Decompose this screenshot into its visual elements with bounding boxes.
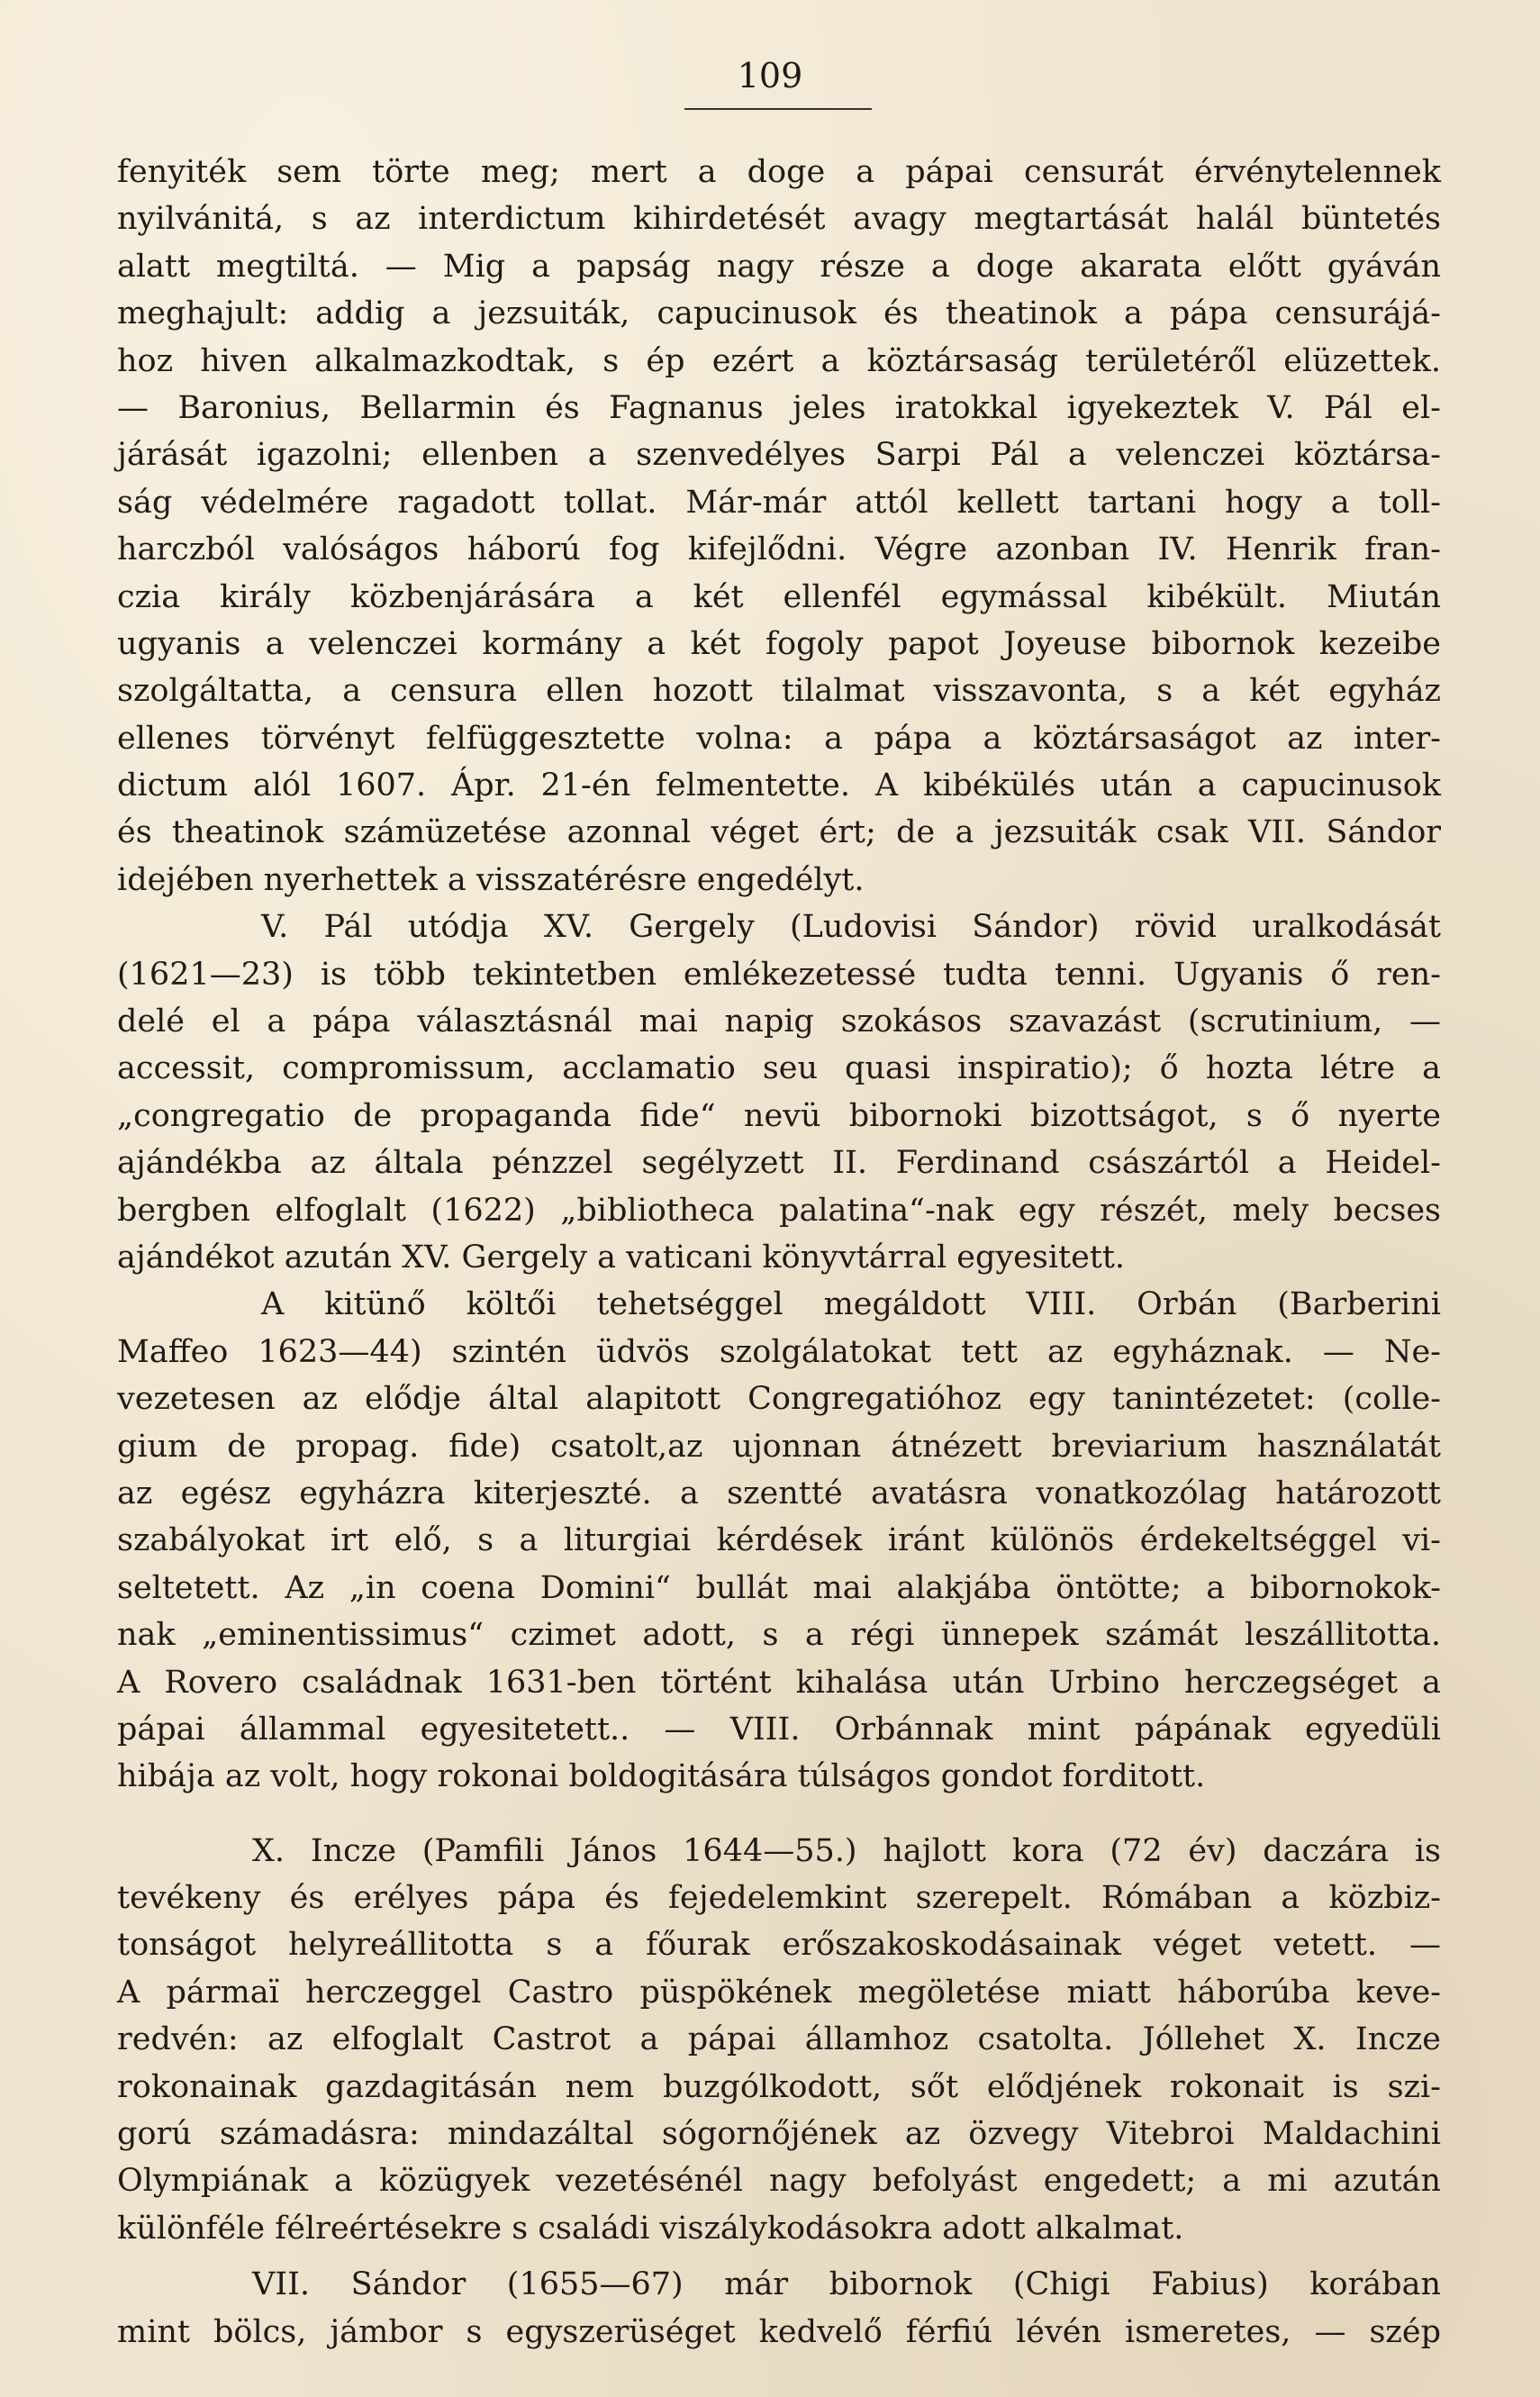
text-line: idejében nyerhettek a visszatérésre engedélyt. bbox=[117, 861, 865, 898]
paragraph-start-line: A kitünő költői tehetséggel megáldott VIII. Orbán (Barberini bbox=[261, 1286, 1441, 1323]
body-text bbox=[117, 149, 1441, 2356]
text-line: nyilvánitá, s az interdictum kihirdetését avagy megtartását halál büntetés bbox=[117, 201, 1441, 238]
text-line: gium de propag. fide) csatolt,az ujonnan átnézett breviarium használatát bbox=[117, 1428, 1441, 1465]
text-line: ugyanis a velenczei kormány a két fogoly papot Joyeuse bibornok kezeibe bbox=[117, 625, 1441, 662]
text-line: (1621—23) is több tekintetben emlékezetessé tudta tenni. Ugyanis ő ren- bbox=[117, 956, 1441, 993]
text-line: seltetett. Az „in coena Domini“ bullát mai alakjába öntötte; a bibornokok- bbox=[117, 1569, 1441, 1606]
paragraph-start-line: V. Pál utódja XV. Gergely (Ludovisi Sándor) rövid uralkodását bbox=[261, 909, 1441, 946]
text-line: vezetesen az elődje által alapitott Congregatióhoz egy tanintézetet: (colle- bbox=[117, 1381, 1441, 1418]
text-line: ajándékot azután XV. Gergely a vaticani könyvtárral egyesitett. bbox=[117, 1239, 1126, 1276]
header-rule bbox=[684, 108, 872, 110]
page-number: 109 bbox=[737, 56, 803, 95]
text-line: ajándékba az általa pénzzel segélyzett II. Ferdinand császártól a Heidel- bbox=[117, 1145, 1441, 1182]
text-line: accessit, compromissum, acclamatio seu quasi inspiratio); ő hozta létre a bbox=[117, 1050, 1441, 1087]
paragraph-start-line: X. Incze (Pamfili János 1644—55.) hajlott kora (72 év) daczára is bbox=[252, 1832, 1441, 1869]
text-line: meghajult: addig a jezsuiták, capucinusok és theatinok a pápa censurájá- bbox=[117, 295, 1441, 332]
text-line: az egész egyházra kiterjeszté. a szentté avatásra vonatkozólag határozott bbox=[117, 1475, 1441, 1512]
paragraph-start-line: VII. Sándor (1655—67) már bibornok (Chigi Fabius) korában bbox=[252, 2266, 1441, 2303]
text-line: különféle félreértésekre s családi viszálykodásokra adott alkalmat. bbox=[117, 2210, 1184, 2247]
paragraph-gap bbox=[117, 2252, 1441, 2261]
text-line: dictum alól 1607. Ápr. 21-én felmentette. A kibékülés után a capucinusok bbox=[117, 767, 1441, 804]
text-line: redvén: az elfoglalt Castrot a pápai államhoz csatolta. Jóllehet X. Incze bbox=[117, 2021, 1441, 2058]
text-line: delé el a pápa választásnál mai napig szokásos szavazást (scrutinium, — bbox=[117, 1003, 1441, 1040]
text-line: pápai állammal egyesitetett.. — VIII. Orbánnak mint pápának egyedüli bbox=[117, 1711, 1441, 1748]
text-line: hibája az volt, hogy rokonai boldogitására túlságos gondot forditott. bbox=[117, 1758, 1206, 1795]
text-line: Olympiának a közügyek vezetésénél nagy befolyást engedett; a mi azután bbox=[117, 2163, 1441, 2200]
text-line: ság védelmére ragadott tollat. Már-már attól kellett tartani hogy a toll- bbox=[117, 484, 1441, 521]
text-line: bergben elfoglalt (1622) „bibliotheca palatina“-nak egy részét, mely becses bbox=[117, 1192, 1441, 1229]
text-line: és theatinok számüzetése azonnal véget ért; de a jezsuiták csak VII. Sándor bbox=[117, 814, 1441, 851]
text-line: mint bölcs, jámbor s egyszerüséget kedvelő férfiú lévén ismeretes, — szép bbox=[117, 2313, 1441, 2350]
text-line: czia király közbenjárására a két ellenfél egymással kibékült. Miután bbox=[117, 578, 1441, 615]
text-line: Maffeo 1623—44) szintén üdvös szolgálatokat tett az egyháznak. — Ne- bbox=[117, 1333, 1441, 1370]
text-line: fenyiték sem törte meg; mert a doge a pápai censurát érvénytelennek bbox=[117, 154, 1441, 190]
text-line: szabályokat irt elő, s a liturgiai kérdések iránt különös érdekeltséggel vi- bbox=[117, 1522, 1441, 1559]
text-line: — Baronius, Bellarmin és Fagnanus jeles iratokkal igyekeztek V. Pál el- bbox=[117, 389, 1441, 426]
text-line: rokonainak gazdagitásán nem buzgólkodott, sőt elődjének rokonait is szi- bbox=[117, 2068, 1441, 2105]
text-line: ellenes törvényt felfüggesztette volna: a pápa a köztársaságot az inter- bbox=[117, 720, 1441, 757]
text-line: tevékeny és erélyes pápa és fejedelemkint szerepelt. Rómában a közbiz- bbox=[117, 1880, 1441, 1917]
paragraph-gap bbox=[117, 1801, 1441, 1828]
text-line: nak „eminentissimus“ czimet adott, s a régi ünnepek számát leszállitotta. bbox=[117, 1617, 1441, 1654]
text-line: „congregatio de propaganda fide“ nevü bibornoki bizottságot, s ő nyerte bbox=[117, 1097, 1441, 1134]
text-line: hoz hiven alkalmazkodtak, s ép ezért a köztársaság területéről elüzettek. bbox=[117, 342, 1441, 379]
text-line: járását igazolni; ellenben a szenvedélyes Sarpi Pál a velenczei köztársa- bbox=[117, 437, 1441, 474]
text-line: alatt megtiltá. — Mig a papság nagy része a doge akarata előtt gyáván bbox=[117, 248, 1441, 285]
text-line: harczból valóságos háború fog kifejlődni. Végre azonban IV. Henrik fran- bbox=[117, 531, 1441, 568]
text-line: A pármaï herczeggel Castro püspökének megöletése miatt háborúba keve- bbox=[117, 1974, 1441, 2011]
text-line: A Rovero családnak 1631-ben történt kihalása után Urbino herczegséget a bbox=[117, 1664, 1441, 1701]
text-line: tonságot helyreállitotta s a főurak erőszakoskodásainak véget vetett. — bbox=[117, 1927, 1441, 1964]
text-line: gorú számadásra: mindazáltal sógornőjének az özvegy Vitebroi Maldachini bbox=[117, 2116, 1441, 2153]
text-line: szolgáltatta, a censura ellen hozott tilalmat visszavonta, s a két egyház bbox=[117, 673, 1441, 710]
